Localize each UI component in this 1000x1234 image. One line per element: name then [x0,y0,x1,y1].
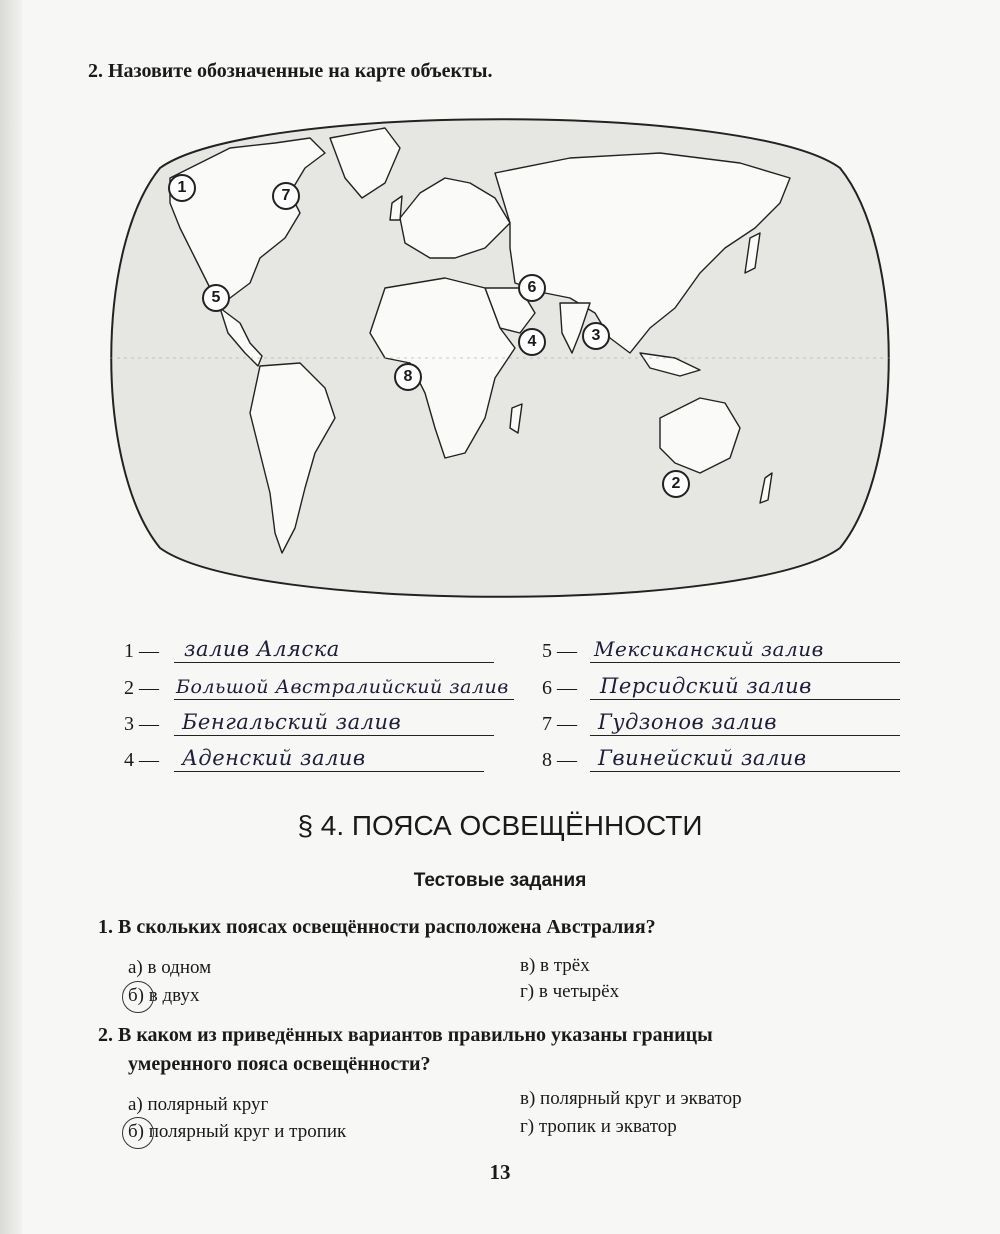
answer-text: Мексиканский залив [594,637,824,661]
q2-option-b-label: б) полярный круг и тропик [128,1121,347,1142]
answer-row-8 [542,742,902,776]
answer-line [590,771,900,772]
q1-option-a: а) в одном [128,957,212,978]
q2-option-g: г) тропик и экватор [520,1116,677,1137]
subsection-title: Тестовые задания [413,870,587,891]
q2-option-a: а) полярный круг [128,1094,269,1115]
map-marker-1: 1 [168,174,196,202]
answer-line [174,662,494,663]
answer-number: 4 — [124,749,159,771]
map-marker-4: 4 [518,328,546,356]
map-marker-5: 5 [202,284,230,312]
answer-row-7 [542,706,902,740]
page-fold-shadow [0,0,22,1234]
map-marker-2: 2 [662,470,690,498]
answer-text: Аденский залив [182,746,366,770]
section-title: § 4. ПОЯСА ОСВЕЩЁННОСТИ [297,810,703,841]
page-number: 13 [489,1160,511,1184]
map-marker-3: 3 [582,322,610,350]
answer-number: 8 — [542,749,577,771]
answer-row-3 [124,706,494,740]
q1-option-b-label: б) в двух [128,985,200,1006]
answer-line [174,771,484,772]
answer-row-5 [542,633,902,667]
q2-option-b-selected [128,1121,346,1143]
q2-option-v: в) полярный круг и экватор [520,1088,742,1109]
q1-option-g: г) в четырёх [520,981,620,1002]
answer-number: 7 — [542,713,577,735]
question-1: 1. В скольких поясах освещённости расположена Австралия? [98,916,656,938]
answer-number: 1 — [124,640,159,662]
answer-row-2 [124,670,524,704]
answer-line [590,699,900,700]
answer-text: Гвинейский залив [598,746,807,770]
answer-row-4 [124,742,494,776]
map-marker-8: 8 [394,363,422,391]
world-map [100,108,900,608]
answer-line [590,662,900,663]
question-2-line-1: 2. В каком из приведённых вариантов правильно указаны границы [98,1024,713,1046]
world-map-svg [100,108,900,608]
answer-number: 6 — [542,677,577,699]
answer-number: 2 — [124,677,159,699]
q1-option-b-selected [128,985,199,1007]
answer-text: Гудзонов залив [598,710,777,734]
question-2-line-2: умеренного пояса освещённости? [128,1053,431,1075]
answer-row-6 [542,670,902,704]
task-2-title: 2. Назовите обозначенные на карте объекты. [88,60,493,82]
q1-option-v: в) в трёх [520,955,590,976]
answer-line [174,735,494,736]
answer-number: 3 — [124,713,159,735]
answer-number: 5 — [542,640,577,662]
answer-text: залив Аляска [184,637,340,661]
answer-line [590,735,900,736]
map-marker-7: 7 [272,182,300,210]
answer-line [174,699,514,700]
answer-text: Персидский залив [600,674,812,698]
map-marker-6: 6 [518,274,546,302]
answer-text: Бенгальский залив [182,710,402,734]
answer-row-1 [124,633,494,667]
answer-text: Большой Австралийский залив [176,676,509,698]
